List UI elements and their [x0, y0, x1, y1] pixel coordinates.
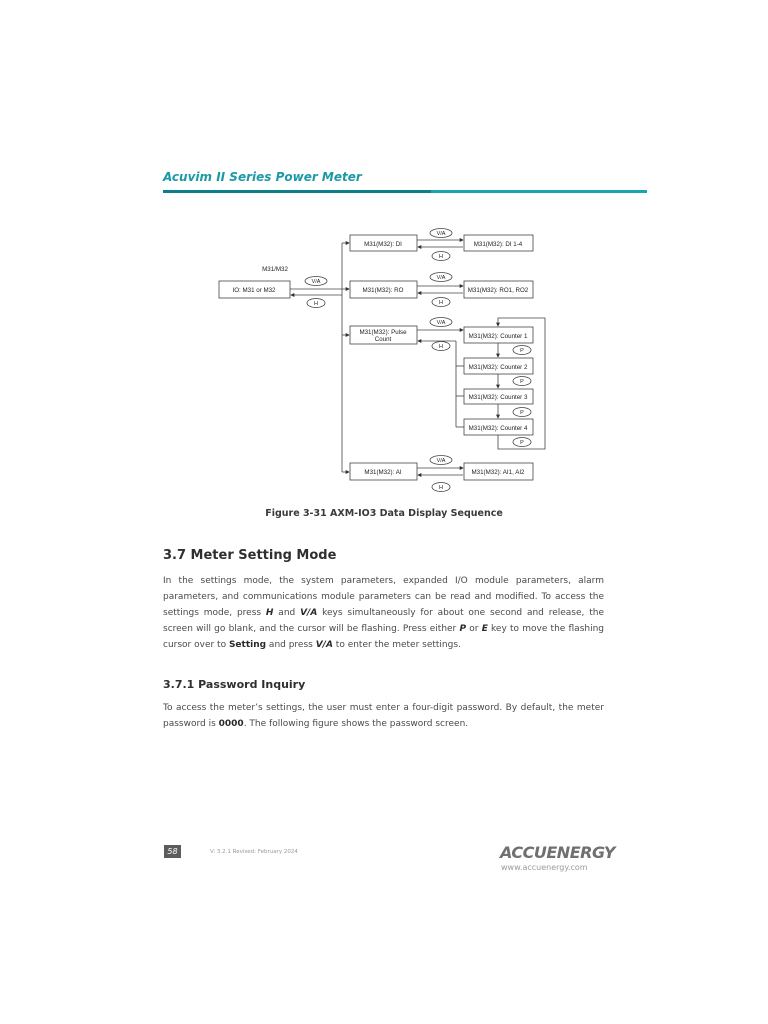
- section-heading: 3.7 Meter Setting Mode: [163, 548, 337, 563]
- paragraph-settings-mode: In the settings mode, the system parameters, expanded I/O module parameters, alarm parameters, and communications module parameters can be read and modified. To access the settings mode, press H and V/A keys simultaneously for about one second and release, the screen will go blank, and the cursor will be flashing. Press either P or E key to move the flashing cursor over to Setting and press V/A to enter the meter settings.: [163, 576, 605, 650]
- key-va-pulse-label: V/A: [436, 320, 446, 326]
- key-h-source-label: H: [314, 301, 318, 307]
- target-ai-label: M31(M32): AI1, AI2: [471, 469, 525, 476]
- key-va-ro-label: V/A: [436, 275, 446, 281]
- brand-url: www.accuenergy.com: [501, 863, 588, 872]
- menu-di-label: M31(M32): DI: [364, 241, 402, 248]
- menu-ai-label: M31(M32): AI: [364, 469, 402, 476]
- key-h-di-label: H: [439, 254, 443, 260]
- key-p-4-label: P: [520, 440, 524, 446]
- source-label: M31/M32: [262, 266, 288, 273]
- key-va-source-label: V/A: [311, 279, 321, 285]
- menu-ro-label: M31(M32): RO: [362, 287, 404, 294]
- target-counter4-label: M31(M32): Counter 4: [468, 425, 528, 432]
- key-h-ai-label: H: [439, 485, 443, 491]
- figure-caption: Figure 3-31 AXM-IO3 Data Display Sequence: [265, 508, 503, 519]
- key-va-ai-label: V/A: [436, 458, 446, 464]
- brand-logo: ACCUENERGY: [500, 843, 616, 862]
- key-va-di-label: V/A: [436, 231, 446, 237]
- target-counter3-label: M31(M32): Counter 3: [468, 394, 528, 401]
- page-number: 58: [164, 845, 181, 858]
- target-ro-label: M31(M32): RO1, RO2: [467, 287, 529, 294]
- version-text: V: 3.2.1 Revised: February 2024: [210, 849, 298, 855]
- source-box-label: IO: M31 or M32: [232, 287, 276, 294]
- menu-pulse-label-2: Count: [374, 336, 392, 343]
- target-counter2-label: M31(M32): Counter 2: [468, 364, 528, 371]
- key-p-1-label: P: [520, 348, 524, 354]
- key-h-ro-label: H: [439, 300, 443, 306]
- key-p-3-label: P: [520, 410, 524, 416]
- key-p-2-label: P: [520, 379, 524, 385]
- target-counter1-label: M31(M32): Counter 1: [468, 333, 528, 340]
- key-h-pulse-label: H: [439, 344, 443, 350]
- paragraph-password: To access the meter’s settings, the user must enter a four-digit password. By default, the meter password is 0000. The following figure shows the password screen.: [163, 703, 604, 729]
- menu-pulse-label-1: M31(M32): Pulse: [359, 329, 407, 336]
- subsection-heading: 3.7.1 Password Inquiry: [163, 678, 306, 691]
- running-header-title: Acuvim II Series Power Meter: [163, 170, 362, 184]
- target-di-label: M31(M32): DI 1-4: [473, 241, 523, 248]
